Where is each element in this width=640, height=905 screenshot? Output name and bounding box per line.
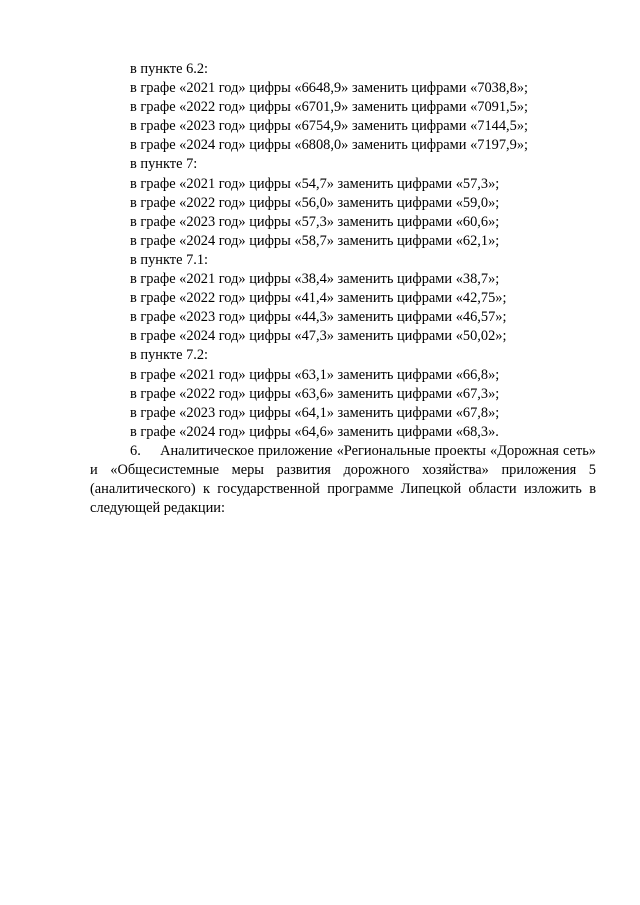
amendment-line: в графе «2024 год» цифры «64,6» заменить цифрами «68,3». (130, 423, 499, 440)
final-paragraph (90, 442, 596, 518)
amendment-line: в графе «2021 год» цифры «54,7» заменить цифрами «57,3»; (130, 175, 500, 192)
amendment-line: в графе «2022 год» цифры «56,0» заменить цифрами «59,0»; (130, 194, 500, 211)
amendment-line: в графе «2021 год» цифры «6648,9» заменить цифрами «7038,8»; (130, 80, 529, 97)
section-heading: в пункте 7: (130, 156, 198, 173)
amendment-line: в графе «2022 год» цифры «41,4» заменить цифрами «42,75»; (130, 290, 507, 307)
paragraph-text: Аналитическое приложение «Региональные проекты «Дорожная сеть» и «Общесистемные меры развития дорожного хозяйства» приложения 5 (аналитического) к государственной программе Липецкой области изложить в следующей редакции: (90, 442, 596, 517)
section-heading: в пункте 7.2: (130, 347, 209, 364)
amendment-line: в графе «2024 год» цифры «6808,0» заменить цифрами «7197,9»; (130, 137, 529, 154)
amendment-line: в графе «2023 год» цифры «6754,9» заменить цифрами «7144,5»; (130, 118, 529, 135)
paragraph-number: 6. (130, 442, 141, 459)
amendment-line: в графе «2024 год» цифры «47,3» заменить цифрами «50,02»; (130, 328, 507, 345)
amendment-line: в графе «2021 год» цифры «38,4» заменить цифрами «38,7»; (130, 271, 500, 288)
amendment-line: в графе «2021 год» цифры «63,1» заменить цифрами «66,8»; (130, 366, 500, 383)
amendment-line: в графе «2022 год» цифры «6701,9» заменить цифрами «7091,5»; (130, 99, 529, 116)
document-body (90, 60, 596, 518)
amendment-line: в графе «2023 год» цифры «64,1» заменить цифрами «67,8»; (130, 404, 500, 421)
amendment-line: в графе «2022 год» цифры «63,6» заменить цифрами «67,3»; (130, 385, 500, 402)
amendment-line: в графе «2023 год» цифры «57,3» заменить цифрами «60,6»; (130, 213, 500, 230)
amendment-line: в графе «2024 год» цифры «58,7» заменить цифрами «62,1»; (130, 232, 500, 249)
section-heading: в пункте 6.2: (130, 61, 209, 77)
amendment-line: в графе «2023 год» цифры «44,3» заменить цифрами «46,57»; (130, 309, 507, 326)
section-heading: в пункте 7.1: (130, 251, 209, 268)
